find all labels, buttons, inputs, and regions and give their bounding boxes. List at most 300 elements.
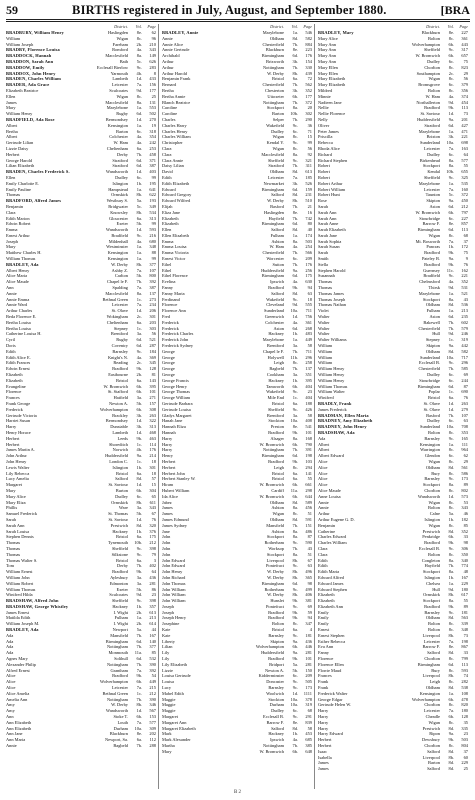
entry-name: Sarah Ann — [6, 522, 25, 528]
entry-volume: 8c. — [292, 621, 298, 627]
entry-name: Florence — [162, 302, 178, 308]
entry-page: 655 — [461, 169, 468, 175]
entry-name: James Ernest — [6, 609, 30, 615]
entry-volume: 7a. — [136, 302, 142, 308]
entry-page: 349 — [149, 203, 156, 209]
entry-district: Worksop — [268, 545, 284, 551]
entry-page: 387 — [149, 163, 156, 169]
entry-district: Nottingham — [263, 447, 284, 453]
entry-district: I. Wight — [113, 621, 128, 627]
entry-page: 343 — [149, 505, 156, 511]
entry-name: Agnes Mary — [6, 656, 28, 662]
entry-volume: 1d. — [136, 76, 142, 82]
entry-name: Frederick — [162, 319, 179, 325]
entry-page: 546 — [305, 30, 312, 35]
entry-volume: 7b. — [292, 41, 298, 47]
entry-name: John — [162, 540, 171, 546]
entry-district: Wigan — [428, 232, 440, 238]
entry-name: George Edgar — [318, 696, 343, 702]
entry-district: Bolton — [428, 551, 440, 557]
entry-name: John Henry — [162, 569, 183, 575]
entry-district: Skipton — [270, 638, 284, 644]
entry-volume: 4a. — [136, 354, 142, 360]
entry-district: Salford — [271, 290, 284, 296]
entry-name: Charles Harry — [162, 122, 187, 128]
entry-page: 306 — [461, 545, 468, 551]
entry-name: William Robert — [6, 580, 34, 586]
entry-volume: 1a. — [136, 250, 142, 256]
entry-volume: 9c. — [448, 174, 454, 180]
entry-page: 263 — [149, 412, 156, 418]
entry-volume: 6c. — [292, 256, 298, 262]
entry-volume: 9c. — [136, 232, 142, 238]
entry-volume: 1c. — [136, 690, 142, 696]
entry-name: Rose — [318, 198, 327, 204]
entry-page: 216 — [149, 232, 156, 238]
entry-name: Herbert — [162, 464, 176, 470]
entry-page: 317 — [461, 47, 468, 53]
entry-district: Warrington — [420, 447, 440, 453]
entry-volume: 8a. — [292, 551, 298, 557]
entry-volume: 9c. — [292, 685, 298, 691]
entry-volume: 6d. — [448, 203, 454, 209]
entry-volume: 9c. — [292, 563, 298, 569]
entry-page: 390 — [149, 696, 156, 702]
entry-page: 9 — [465, 256, 468, 262]
entry-district: Edmonton — [109, 580, 128, 586]
entry-volume: 1d. — [292, 690, 298, 696]
entry-name: George — [162, 366, 175, 372]
entry-district: Southampton — [416, 70, 440, 76]
entry-district: Basford — [426, 412, 440, 418]
entry-page: 88 — [151, 250, 156, 256]
entry-name: Mary Alice — [6, 493, 26, 499]
entry-page: 617 — [461, 592, 468, 598]
entry-district: Barrow F. — [266, 719, 284, 725]
entry-district: Thirsk — [428, 285, 440, 291]
entry-name: James — [318, 766, 329, 772]
entry-page: 20 — [307, 105, 312, 111]
entry-name: Sarah — [6, 516, 16, 522]
entry-volume: 8d. — [448, 748, 454, 754]
entry-name: William Henry — [318, 377, 345, 383]
entry-name: Arthur — [162, 64, 174, 70]
entry-district: Oldham — [269, 516, 284, 522]
entry-name: Emily Charlotte E. — [6, 180, 40, 186]
entry-page: 210 — [149, 41, 156, 47]
entry-volume: 5b. — [136, 221, 142, 227]
entry-page: 402 — [149, 563, 156, 569]
entry-district: Brixton — [426, 134, 440, 140]
entry-name: Louisa Gertrude — [162, 673, 191, 679]
entry-page: 263 — [461, 401, 468, 406]
entry-district: Brentford — [266, 343, 284, 349]
entry-page: 354 — [149, 134, 156, 140]
entry-page: 79 — [151, 551, 156, 557]
entry-page: 884 — [305, 41, 312, 47]
entry-district: Bradford — [424, 540, 440, 546]
entry-volume: 3b. — [136, 424, 142, 430]
entry-page: 69 — [463, 372, 468, 378]
entry-page: 107 — [149, 267, 156, 273]
entry-name: Alfred Ernest — [6, 667, 30, 673]
entry-volume: 3b. — [448, 134, 454, 140]
entry-volume: 8d. — [292, 290, 298, 296]
entry-name: Eva Ann — [318, 644, 334, 650]
entry-district: W. Ham — [269, 244, 284, 250]
entry-district: Dudley — [115, 493, 128, 499]
column-1 — [6, 24, 156, 789]
entry-volume: 2c. — [136, 314, 142, 320]
entry-district: Bristol — [116, 470, 128, 476]
entry-name: BRADEN, Charles Frederick S. — [6, 169, 70, 175]
entry-page: 443 — [461, 41, 468, 47]
entry-volume: 6d. — [292, 186, 298, 192]
entry-page: 68 — [307, 708, 312, 714]
entry-volume: 8b. — [292, 198, 298, 204]
entry-name: Alice — [318, 470, 328, 476]
entry-page: 56 — [463, 76, 468, 82]
entry-page: 59 — [307, 609, 312, 615]
header-rule-double — [6, 21, 470, 22]
entry-volume: 9d. — [136, 592, 142, 598]
entry-district: Nottingham — [263, 64, 284, 70]
entry-volume: 6c. — [136, 174, 142, 180]
entry-volume: 6b. — [292, 748, 298, 754]
entry-name: Albert — [318, 447, 330, 453]
entry-page: 567 — [149, 708, 156, 714]
entry-name: Ellen — [6, 93, 16, 99]
entry-name: Sarah — [318, 203, 328, 209]
entry-volume: 7b. — [136, 563, 142, 569]
entry-district: Wandsworth — [417, 493, 440, 499]
entry-name: Herbert John — [162, 470, 185, 476]
entry-district: Sunderland — [264, 308, 284, 314]
entry-page: 385 — [305, 743, 312, 749]
entry-volume: 6b. — [292, 383, 298, 389]
entry-volume: 7b. — [136, 279, 142, 285]
entry-name: Beda Florence E. — [6, 314, 37, 320]
entry-volume: 10a. — [446, 354, 454, 360]
entry-page: 436 — [305, 638, 312, 644]
entry-page: 318 — [149, 128, 156, 134]
entry-district: Ashton — [271, 528, 284, 534]
entry-volume: 1a. — [136, 186, 142, 192]
entry-name: Phillis — [6, 505, 18, 511]
entry-page: 964 — [461, 447, 468, 453]
column-2 — [162, 24, 312, 789]
entry-page: 590 — [305, 540, 312, 546]
entry-page: 55 — [463, 163, 468, 169]
entry-district: Leicester — [111, 82, 128, 88]
entry-volume: 9b. — [292, 609, 298, 615]
entry-volume: 7a. — [448, 638, 454, 644]
entry-name: Bertha — [162, 87, 174, 93]
entry-name: Susannah — [318, 273, 335, 279]
entry-name: Mary Ann — [318, 47, 336, 53]
entry-volume: 6a. — [136, 377, 142, 383]
entry-name: Thomas — [6, 545, 21, 551]
entry-page: 33 — [463, 650, 468, 656]
entry-name: George Henry — [162, 383, 187, 389]
entry-volume: 8b. — [448, 592, 454, 598]
entry-district: Coventry — [111, 343, 128, 349]
entry-name: Elizabeth — [162, 215, 179, 221]
entry-page: 94 — [307, 615, 312, 621]
entry-district: Cheltenham — [106, 145, 128, 151]
entry-district: Bolton — [428, 35, 440, 41]
entry-page: 553 — [149, 105, 156, 111]
entry-name: Bertha Louisa — [6, 319, 31, 325]
entry-district: Wolverhampton — [411, 41, 440, 47]
entry-volume: 6a. — [292, 76, 298, 82]
entry-name: Harry — [162, 441, 173, 447]
entry-page: 531 — [461, 285, 468, 291]
entry-district: Leigh — [273, 360, 284, 366]
entry-district: Hayfield — [424, 563, 440, 569]
entry-page: 279 — [461, 406, 468, 412]
entry-volume: 6b. — [448, 53, 454, 59]
entry-page: 532 — [149, 656, 156, 662]
entry-district: Alsager — [270, 435, 284, 441]
entry-name: Annie — [318, 499, 329, 505]
entry-name: BRADLEY, Annie — [162, 30, 199, 35]
entry-volume: 8c. — [448, 87, 454, 93]
entry-volume: 7a. — [136, 719, 142, 725]
entry-page: 227 — [461, 30, 468, 35]
entry-district: Wigan — [116, 35, 128, 41]
entry-volume: 5c. — [448, 192, 454, 198]
entry-page: 390 — [149, 661, 156, 667]
entry-district: Barton — [116, 128, 128, 134]
entry-page: 352 — [305, 87, 312, 93]
entry-volume: 10b. — [134, 540, 142, 546]
entry-name: Thomas James — [318, 290, 344, 296]
entry-volume: 9c. — [292, 714, 298, 720]
entry-name: Gladys Margaret — [162, 412, 192, 418]
entry-name: Mabel Edith — [162, 690, 184, 696]
entry-name: Thomas — [6, 192, 21, 198]
entry-district: Barnsley — [424, 476, 440, 482]
entry-district: Stratford — [112, 163, 128, 169]
entry-district: Dudley — [271, 128, 284, 134]
entry-district: Brixworth — [265, 58, 284, 64]
entry-volume: 8b. — [292, 569, 298, 575]
entry-page: 377 — [149, 261, 156, 267]
entry-name: Jabez — [162, 499, 172, 505]
entry-name: Sarah Ann — [318, 215, 337, 221]
entry-district: Tamworth — [266, 383, 284, 389]
entry-volume: 6b. — [136, 406, 142, 412]
entry-volume: 10a. — [290, 702, 298, 708]
entry-volume: 8d. — [448, 650, 454, 656]
entry-page: 227 — [461, 215, 468, 221]
entry-district: Barrow F. — [422, 644, 440, 650]
entry-volume: 5b. — [292, 667, 298, 673]
entry-name: Alice — [318, 482, 328, 488]
entry-district: Chorlton — [424, 656, 440, 662]
entry-name: Frank — [318, 679, 329, 685]
entry-district: Leigh — [273, 464, 284, 470]
entry-page: 330 — [305, 64, 312, 70]
entry-district: Grantham — [110, 667, 128, 673]
entry-page: 172 — [461, 244, 468, 250]
entry-district: Carlton — [114, 273, 128, 279]
entry-page: 195 — [149, 180, 156, 186]
entry-district: Newton A. — [264, 667, 284, 673]
entry-district: Newton A. — [108, 401, 128, 406]
entry-district: Ormskirk — [111, 499, 128, 505]
entry-name: Stella — [318, 261, 328, 267]
entry-name: Clara — [318, 551, 328, 557]
entry-page: 99 — [151, 174, 156, 180]
entry-page: 439 — [305, 70, 312, 76]
entry-district: Chapel le F. — [107, 279, 128, 285]
entry-district: Bolton — [272, 621, 284, 627]
entry-district: Ormskirk — [111, 192, 128, 198]
entry-district: Barnsley — [424, 609, 440, 615]
entry-name: Edith — [162, 174, 172, 180]
entry-volume: 8a. — [136, 290, 142, 296]
entry-district: Prestwich — [422, 725, 440, 731]
entry-name: Charles William — [162, 134, 191, 140]
entry-district: Hackney — [268, 377, 284, 383]
entry-name: Emily — [318, 615, 329, 621]
entry-name: Herbert — [162, 458, 176, 464]
entry-district: Bagbeld — [113, 743, 128, 749]
entry-page: 99 — [307, 140, 312, 146]
entry-district: Cookham — [266, 372, 284, 378]
column-header-page: Page — [459, 24, 468, 29]
entry-district: W. Derby — [267, 569, 284, 575]
entry-name: Jane — [162, 528, 170, 534]
entry-district: Stourbridge — [419, 215, 440, 221]
entry-district: Greenwich — [264, 314, 284, 320]
entry-page: 536 — [461, 302, 468, 308]
entry-name: Thomas Walter S. — [6, 557, 38, 563]
entry-name: Ellen — [6, 174, 16, 180]
entry-page: 89 — [463, 603, 468, 609]
entry-district: Sheffield — [111, 545, 128, 551]
entry-volume: 9a. — [292, 650, 298, 656]
entry-page: 340 — [461, 557, 468, 563]
entry-district: W. Derby — [267, 70, 284, 76]
entry-name: Daisy Lilian — [162, 163, 184, 169]
entry-volume: 6d. — [136, 111, 142, 117]
entry-page: 468 — [149, 429, 156, 435]
entry-name: Annie — [6, 290, 17, 296]
entry-page: 404 — [305, 383, 312, 389]
entry-name: Edward Wilfred — [162, 198, 191, 204]
entry-name: Annie Gertrude — [162, 47, 190, 53]
entry-volume: 1a. — [136, 615, 142, 621]
entry-name: Mary Eliza — [6, 499, 26, 505]
entry-district: Bolton — [428, 621, 440, 627]
entry-district: Skipton — [426, 343, 440, 349]
entry-volume: 6c. — [448, 151, 454, 157]
entry-district: Bristol — [272, 627, 284, 633]
entry-page: 319 — [461, 337, 468, 343]
entry-name: William John — [6, 574, 30, 580]
entry-page: 711 — [305, 308, 312, 314]
entry-district: Ecclesall B. — [419, 360, 440, 366]
entry-name: Fanny Maria — [162, 290, 185, 296]
entry-volume: 9b. — [292, 656, 298, 662]
entry-name: Catherine Louisa H. — [6, 331, 42, 337]
entry-name: Alice Maude — [318, 487, 341, 493]
entry-district: Knowsley — [110, 209, 128, 215]
entry-name: Edith Elizabeth — [162, 180, 190, 186]
entry-volume: 1a. — [448, 128, 454, 134]
entry-name: Alice — [318, 476, 328, 482]
entry-name: Rebecca — [318, 140, 333, 146]
entry-volume: 8b. — [136, 499, 142, 505]
entry-volume: 9b. — [292, 285, 298, 291]
entry-name: BRADSHAW, Ada — [318, 429, 355, 435]
entry-page: 103 — [305, 458, 312, 464]
entry-page: 361 — [305, 319, 312, 325]
entry-page: 182 — [461, 516, 468, 522]
entry-name: Robert William — [318, 186, 346, 192]
entry-district: Macclesfield — [105, 53, 128, 59]
entry-name: Frederick John — [162, 337, 189, 343]
entry-district: Solihull — [114, 656, 128, 662]
entry-page: 345 — [149, 360, 156, 366]
entry-name: Herbert — [318, 737, 332, 743]
entry-page: 343 — [149, 47, 156, 53]
entry-volume: 1b. — [448, 244, 454, 250]
entry-name: William Henry — [318, 372, 345, 378]
entry-volume: 9c. — [292, 296, 298, 302]
entry-name: Albert Henry — [6, 267, 30, 273]
entry-page: 213 — [461, 308, 468, 314]
entry-volume: 8b. — [448, 754, 454, 760]
entry-page: 450 — [461, 198, 468, 204]
entry-page: 213 — [149, 615, 156, 621]
entry-volume: 1d. — [448, 401, 454, 406]
entry-page: 303 — [149, 325, 156, 331]
entry-name: Edith Frances — [6, 360, 31, 366]
entry-name: Fanny — [162, 285, 173, 291]
entry-volume: 7b. — [136, 743, 142, 749]
entry-name: Albert Edward — [318, 453, 344, 459]
entry-volume: 9c. — [292, 603, 298, 609]
entry-page: 391 — [305, 447, 312, 453]
entry-district: Wigan — [272, 134, 284, 140]
entry-volume: 3b. — [292, 180, 298, 186]
entry-page: 698 — [461, 140, 468, 146]
entry-volume: 1a. — [292, 30, 298, 35]
entry-name: Edith Marion — [6, 215, 30, 221]
entry-volume: 8c. — [292, 145, 298, 151]
entry-district: Bristol — [428, 395, 440, 401]
entry-district: Sheffield — [111, 598, 128, 604]
entry-page: 644 — [305, 493, 312, 499]
entry-page: 173 — [461, 476, 468, 482]
entry-page: 454 — [461, 99, 468, 105]
entry-volume: 6a. — [292, 470, 298, 476]
entry-district: Wigan — [428, 522, 440, 528]
entry-page: 626 — [149, 58, 156, 64]
entry-volume: 7b. — [292, 116, 298, 122]
entry-district: Bolton — [428, 429, 440, 435]
entry-volume: 6b. — [136, 714, 142, 720]
entry-district: Stepney — [425, 337, 440, 343]
entry-page: 55 — [463, 598, 468, 604]
entry-page: 23 — [463, 731, 468, 737]
entry-district: Reading — [113, 360, 128, 366]
entry-page: 456 — [305, 505, 312, 511]
